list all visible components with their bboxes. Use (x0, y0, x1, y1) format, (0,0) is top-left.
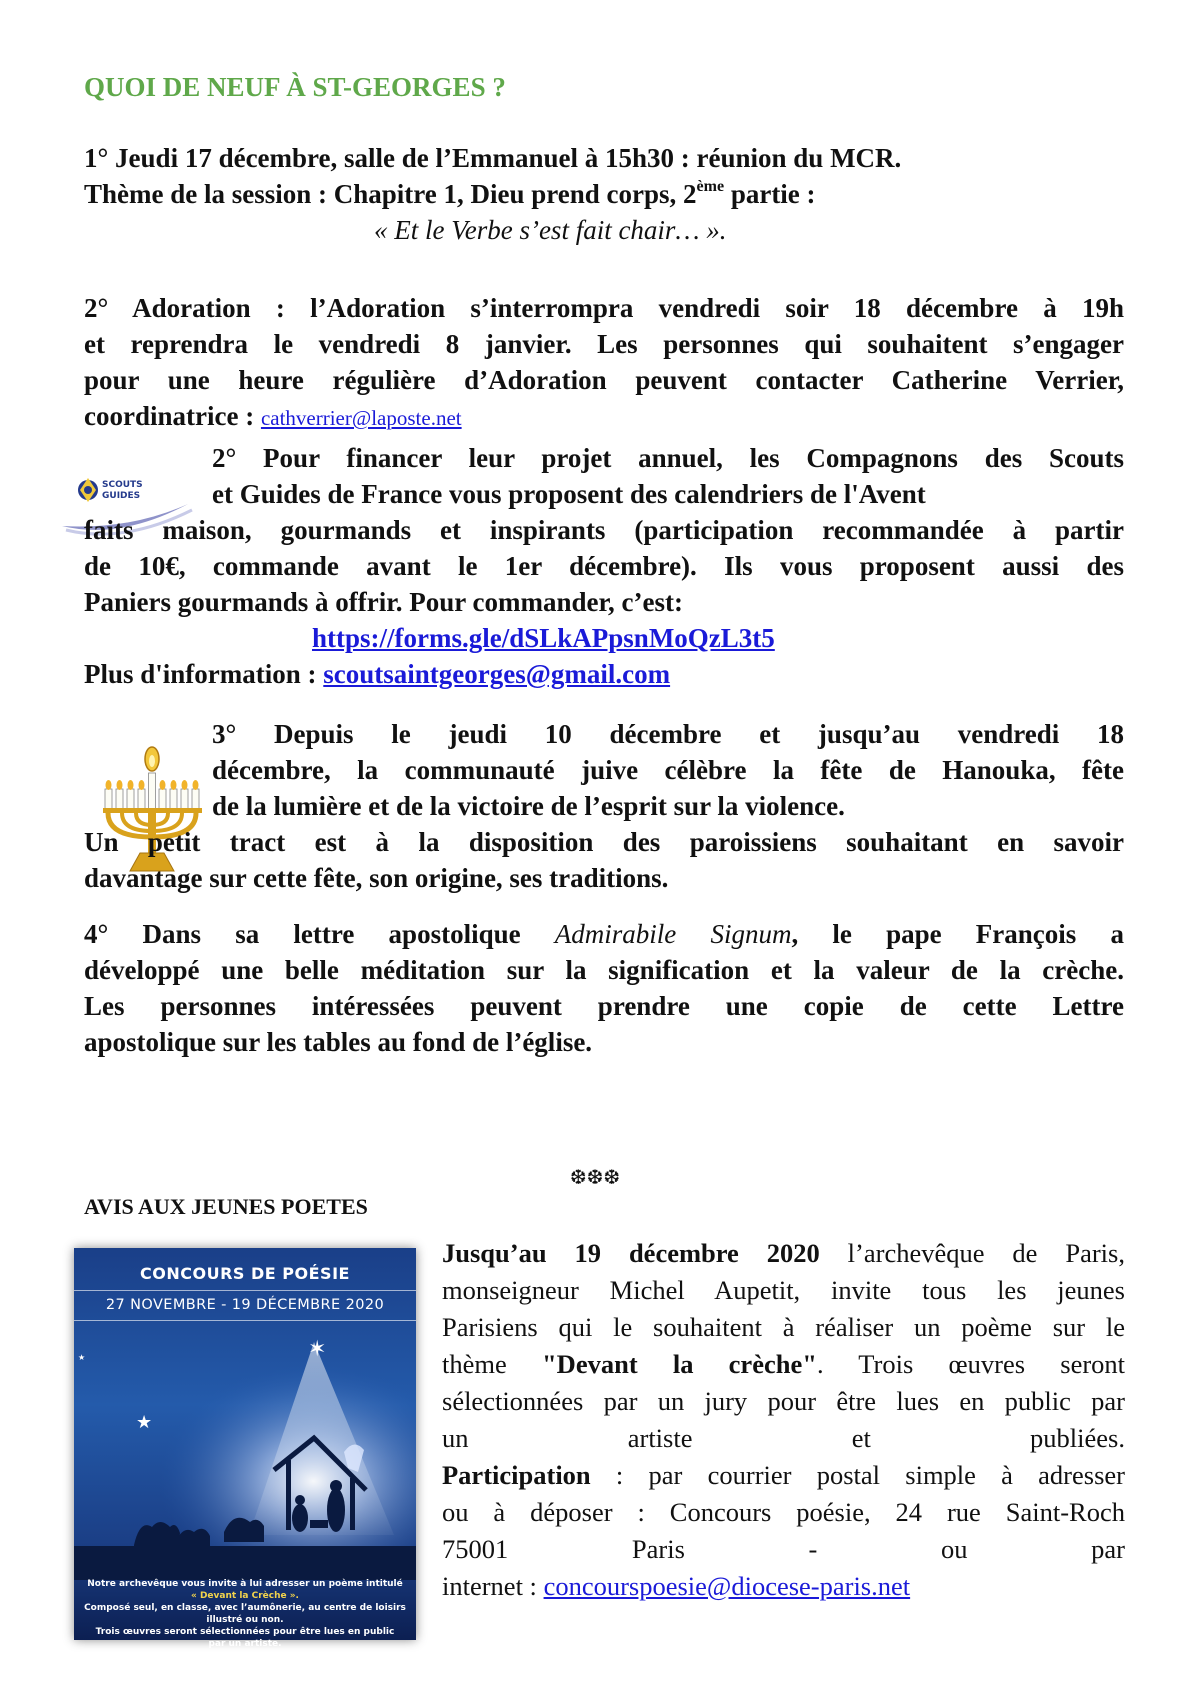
poetry-contest-poster (74, 1248, 416, 1649)
mcr-quote: « Et le Verbe s’est fait chair… ». (374, 215, 727, 245)
item-admirabile-signum (84, 916, 1124, 1060)
poetry-line-10: internet : concourspoesie@diocese-paris.net (442, 1571, 911, 1601)
avis-heading: AVIS AUX JEUNES POETES (84, 1194, 368, 1219)
poetry-line-2: monseigneur Michel Aupetit, invite tous les jeunes (442, 1275, 1125, 1305)
scouts-line-4: de 10€, commande avant le 1er décembre). Ils vous proposent aussi des (84, 551, 1124, 581)
svg-text:★: ★ (78, 1353, 86, 1362)
poetry-line-7: Participation : par courrier postal simple à adresser (442, 1460, 1125, 1490)
hanouka-line-1: 3° Depuis le jeudi 10 décembre et jusqu’au vendredi 18 (212, 719, 1124, 749)
svg-text:★: ★ (136, 1412, 153, 1433)
scouts-line-3: faits maison, gourmands et inspirants (participation recommandée à partir (84, 515, 1124, 545)
hanouka-line-3: de la lumière et de la victoire de l’esprit sur la violence. (212, 791, 845, 821)
poster-dates: 27 NOVEMBRE - 19 DÉCEMBRE 2020 (105, 1297, 385, 1313)
poetry-line-3: Parisiens qui le souhaitent à réaliser un poème sur le (442, 1312, 1125, 1342)
signum-line-2: développé une belle méditation sur la signification et la valeur de la crèche. (84, 955, 1124, 985)
signum-line-1: 4° Dans sa lettre apostolique Admirabile Signum, le pape François a (84, 919, 1124, 949)
nativity-scene-illustration (74, 1320, 416, 1580)
scouts-form-link[interactable]: https://forms.gle/dSLkAPpsnMoQzL3t5 (312, 623, 775, 653)
poetry-line-1: Jusqu’au 19 décembre 2020 l’archevêque de Paris, (442, 1238, 1125, 1268)
scouts-line-5: Paniers gourmands à offrir. Pour commander, c’est: (84, 587, 683, 617)
poetry-line-5: sélectionnées par un jury pour être lues en public par (442, 1386, 1125, 1416)
mcr-line-2: Thème de la session : Chapitre 1, Dieu prend corps, 2ème partie : (84, 178, 816, 209)
poster-title: CONCOURS DE POÉSIE (140, 1264, 350, 1283)
scouts-line-2: et Guides de France vous proposent des calendriers de l'Avent (212, 479, 926, 509)
concours-email-link[interactable]: concourspoesie@diocese-paris.net (543, 1571, 911, 1601)
item-hanouka (84, 716, 1124, 896)
svg-text:✶: ✶ (308, 1337, 327, 1362)
snowflake-divider: ❆❆❆ (569, 1167, 621, 1189)
item-scouts (84, 440, 1124, 692)
poetry-line-8: ou à déposer : Concours poésie, 24 rue Saint-Roch (442, 1497, 1125, 1527)
adoration-line-2: et reprendra le vendredi 8 janvier. Les personnes qui souhaitent s’engager (84, 329, 1124, 359)
svg-text:SCOUTS: SCOUTS (102, 480, 143, 490)
item-mcr (84, 140, 1124, 248)
adoration-line-4: coordinatrice : cathverrier@laposte.net (84, 401, 462, 431)
poetry-line-9: 75001 Paris - ou par (442, 1534, 1125, 1564)
mcr-line-1: 1° Jeudi 17 décembre, salle de l’Emmanuel à 15h30 : réunion du MCR. (84, 143, 902, 173)
poetry-contest-text (442, 1235, 1125, 1605)
poetry-line-6: un artiste et publiées. (442, 1423, 1125, 1453)
scouts-info-email-link[interactable]: scoutsaintgeorges@gmail.com (323, 659, 671, 689)
poetry-line-4: thème "Devant la crèche". Trois œuvres seront (442, 1349, 1126, 1379)
adoration-line-1: 2° Adoration : l’Adoration s’interrompra vendredi soir 18 décembre à 19h (84, 293, 1124, 323)
poster-rule (74, 1290, 416, 1291)
adoration-email-link[interactable]: cathverrier@laposte.net (260, 406, 462, 430)
hanouka-line-2: décembre, la communauté juive célèbre la fête de Hanouka, fête (212, 755, 1124, 785)
hanouka-line-5: davantage sur cette fête, son origine, ses traditions. (84, 863, 669, 893)
page-title: QUOI DE NEUF À ST-GEORGES ? (84, 72, 506, 102)
poster-caption: Notre archevêque vous invite à lui adresser un poème intitulé « Devant la Crèche ». Composé seul, en classe, avec l’aumônerie, au centre de loisirs illustré ou non. Trois œuvres seront sélectionnées pour être lues en public par un artiste. (84, 1579, 406, 1649)
signum-line-4: apostolique sur les tables au fond de l’église. (84, 1027, 593, 1057)
adoration-line-3: pour une heure régulière d’Adoration peuvent contacter Catherine Verrier, (84, 365, 1124, 395)
svg-text:GUIDES: GUIDES (102, 491, 141, 501)
item-adoration (84, 290, 1124, 436)
scouts-info-line: Plus d'information : scoutsaintgeorges@gmail.com (84, 659, 671, 689)
scouts-line-1: 2° Pour financer leur projet annuel, les Compagnons des Scouts (212, 443, 1124, 473)
hanouka-line-4: Un petit tract est à la disposition des paroissiens souhaitant en savoir (84, 827, 1124, 857)
signum-line-3: Les personnes intéressées peuvent prendre une copie de cette Lettre (84, 991, 1124, 1021)
